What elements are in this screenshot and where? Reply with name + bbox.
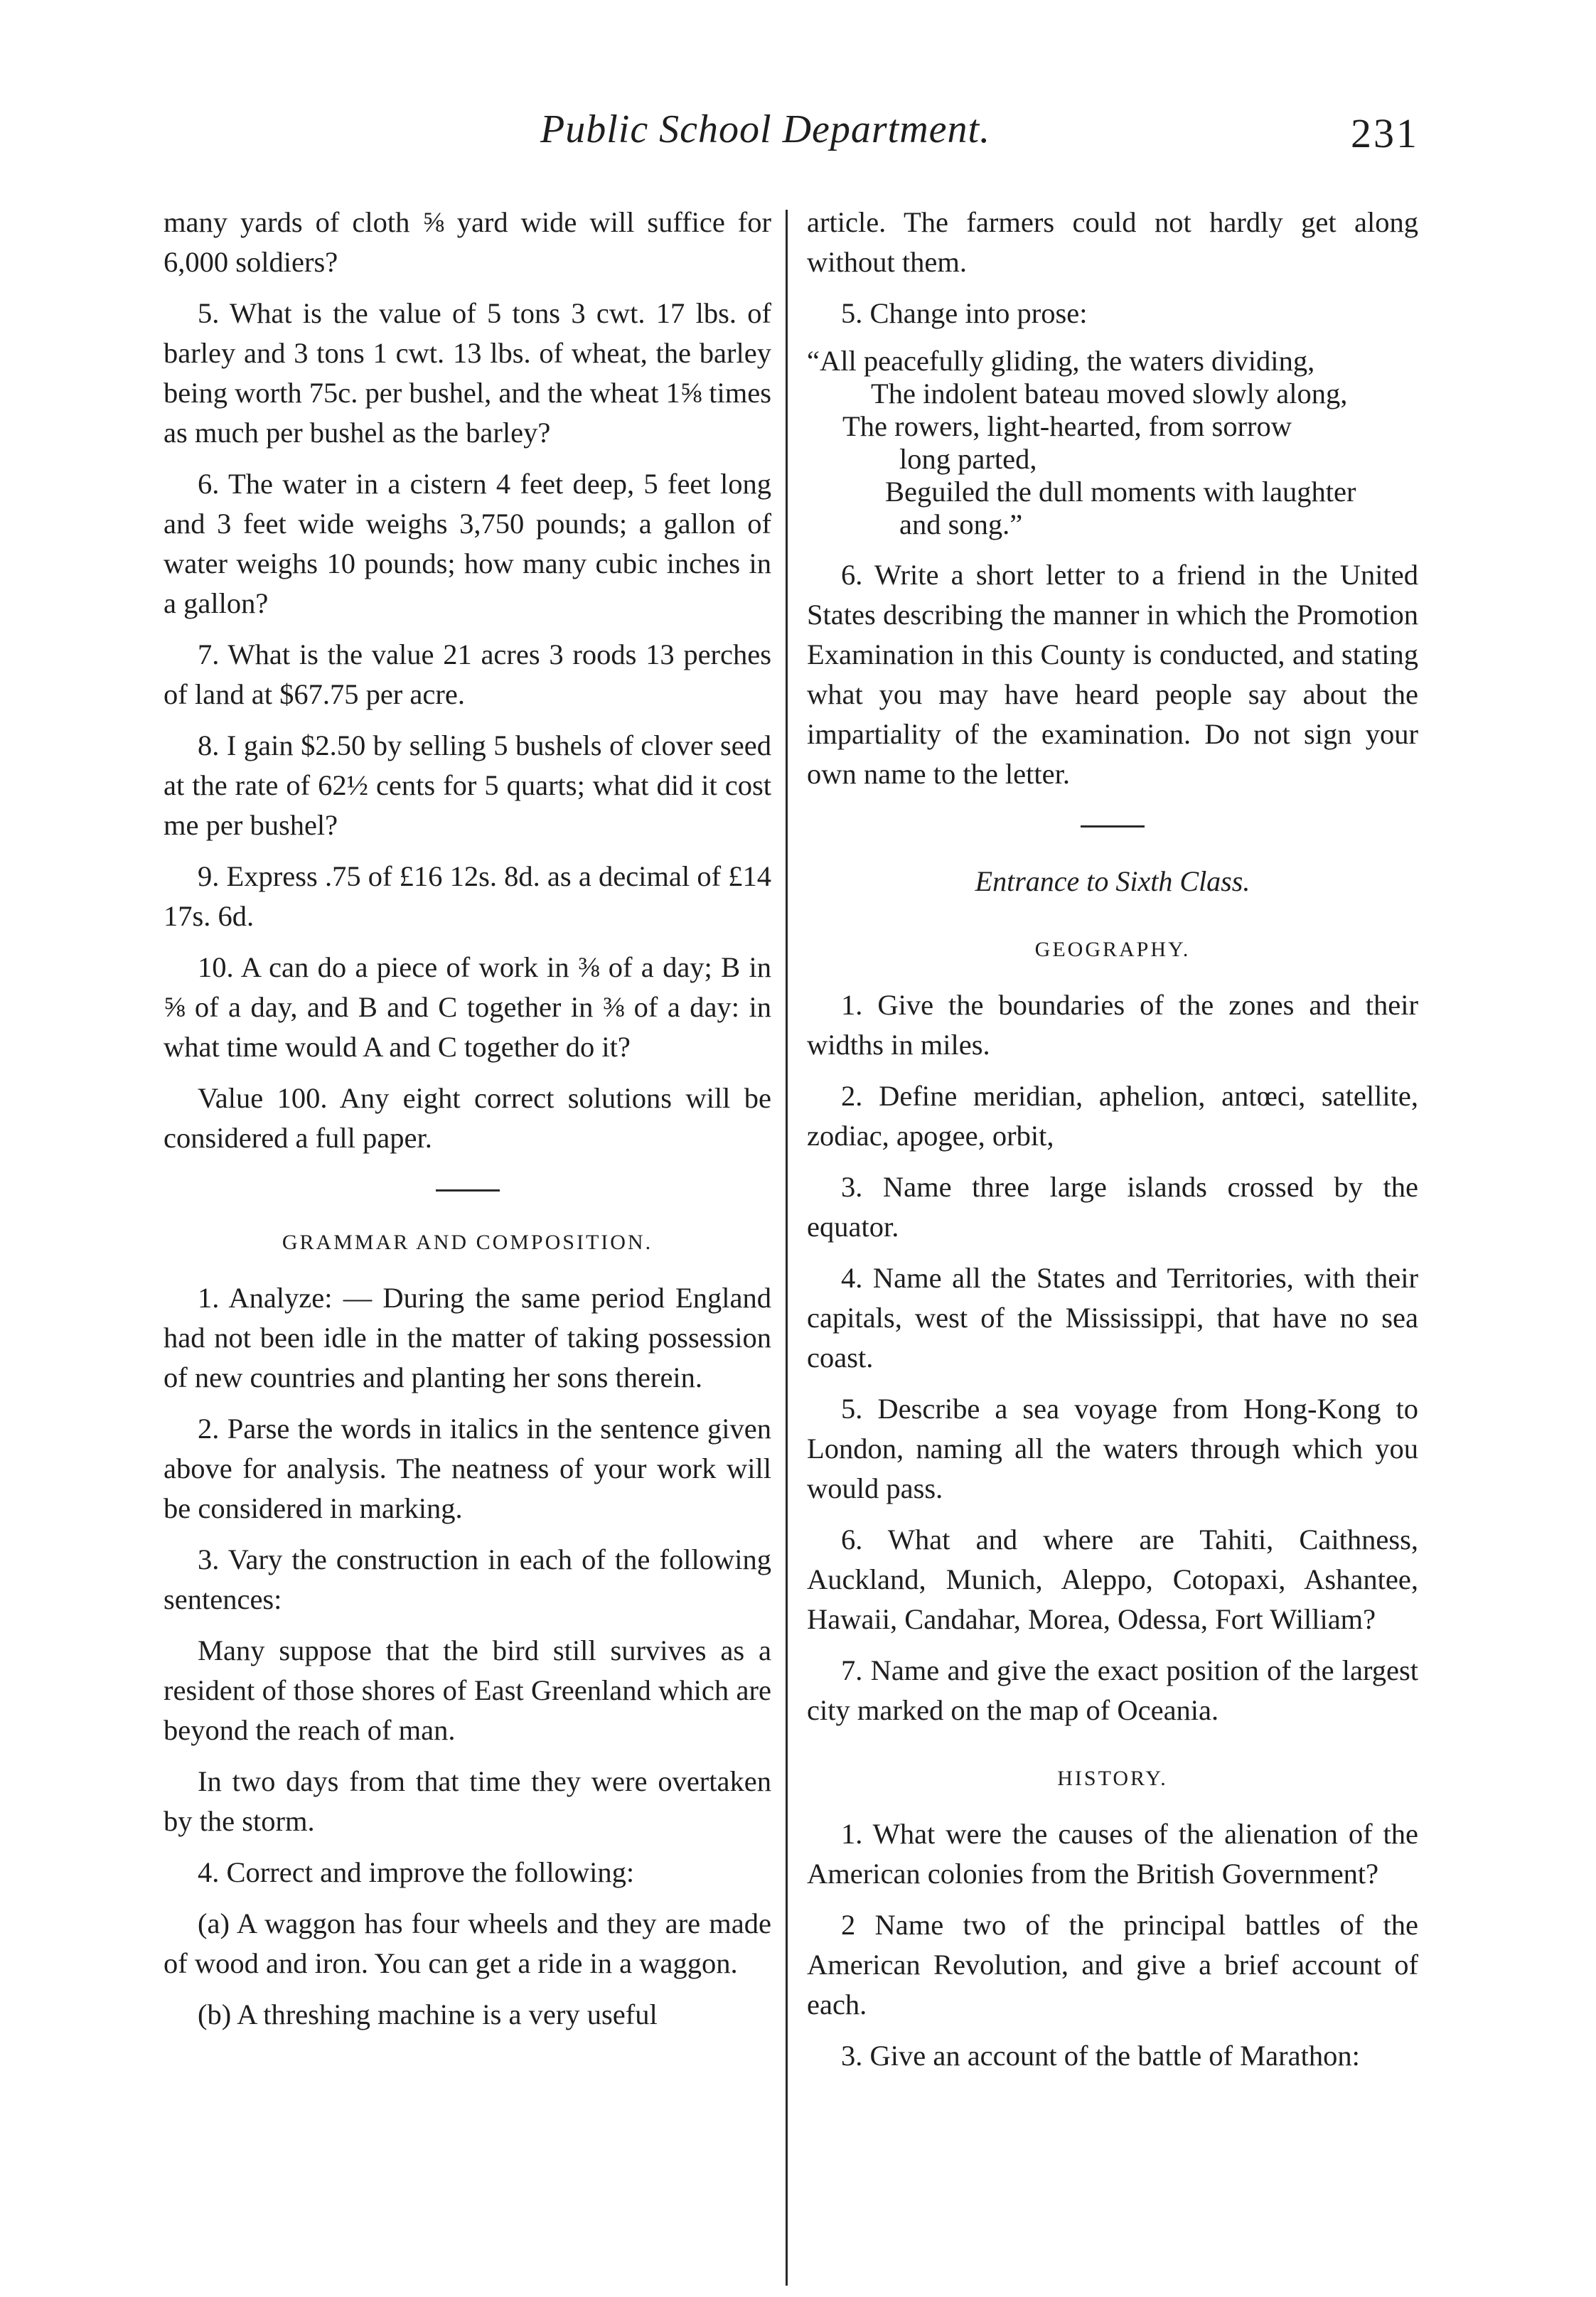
arithmetic-question-6: 6. The water in a cistern 4 feet deep, 5 feet long and 3 feet wide weighs 3,750 pounds; a gallon of water weighs 10 pounds; how many cubic inches in a gallon? xyxy=(164,468,771,619)
grammar-question-3: 3. Vary the construction in each of the following sentences: xyxy=(164,1543,771,1615)
history-question-3: 3. Give an account of the battle of Marathon: xyxy=(841,2040,1360,2072)
entrance-heading: Entrance to Sixth Class. xyxy=(975,865,1250,897)
geography-question-3: 3. Name three large islands crossed by the equator. xyxy=(807,1171,1418,1243)
grammar-heading: GRAMMAR AND COMPOSITION. xyxy=(282,1231,653,1254)
grammar-question-4b-continued: article. The farmers could not hardly get along without them. xyxy=(807,206,1418,278)
geography-question-2: 2. Define meridian, aphelion, antœci, satellite, zodiac, apogee, orbit, xyxy=(807,1080,1418,1152)
geography-heading: GEOGRAPHY. xyxy=(1034,938,1191,961)
arithmetic-question-9: 9. Express .75 of £16 12s. 8d. as a decimal of £14 17s. 6d. xyxy=(164,860,771,932)
geography-question-6: 6. What and where are Tahiti, Caithness, Auckland, Munich, Aleppo, Cotopaxi, Ashantee, Hawaii, Candahar, Morea, Odessa, Fort William? xyxy=(807,1524,1418,1635)
geography-question-1: 1. Give the boundaries of the zones and their widths in miles. xyxy=(807,989,1418,1061)
poem-block xyxy=(807,345,1418,541)
column-divider xyxy=(786,210,788,2286)
geography-question-7: 7. Name and give the exact position of the largest city marked on the map of Oceania. xyxy=(807,1654,1418,1726)
arithmetic-question-8: 8. I gain $2.50 by selling 5 bushels of clover seed at the rate of 62½ cents for 5 quarts; what did it cost me per bushel? xyxy=(164,729,771,841)
arithmetic-question-5: 5. What is the value of 5 tons 3 cwt. 17 lbs. of barley and 3 tons 1 cwt. 13 lbs. of wheat, the barley being worth 75c. per bushel, and the wheat 1⅝ times as much per bushel as the barley? xyxy=(164,297,771,449)
grammar-question-2: 2. Parse the words in italics in the sentence given above for analysis. The neatness of your work will be considered in marking. xyxy=(164,1413,771,1524)
grammar-question-1: 1. Analyze: — During the same period England had not been idle in the matter of taking possession of new countries and planting her sons therein. xyxy=(164,1282,771,1393)
poem-line: Beguiled the dull moments with laughter xyxy=(885,476,1356,508)
page-header xyxy=(0,107,1596,171)
left-column xyxy=(164,203,771,2046)
grammar-question-4: 4. Correct and improve the following: xyxy=(198,1856,635,1888)
grammar-question-4a: (a) A waggon has four wheels and they are made of wood and iron. You can get a ride in a waggon. xyxy=(164,1907,771,1979)
poem-line: and song.” xyxy=(899,508,1023,540)
history-heading: HISTORY. xyxy=(1057,1767,1168,1790)
grammar-sentence-a: Many suppose that the bird still survives as a resident of those shores of East Greenland which are beyond the reach of man. xyxy=(164,1634,771,1746)
arithmetic-value-note: Value 100. Any eight correct solutions will be considered a full paper. xyxy=(164,1082,771,1154)
geography-question-5: 5. Describe a sea voyage from Hong-Kong to London, naming all the waters through which you would pass. xyxy=(807,1393,1418,1504)
right-column xyxy=(807,203,1418,2087)
section-rule xyxy=(1081,825,1145,828)
poem-line: “All peacefully gliding, the waters dividing, xyxy=(807,345,1315,377)
section-rule xyxy=(436,1189,500,1192)
geography-question-4: 4. Name all the States and Territories, with their capitals, west of the Mississippi, that have no sea coast. xyxy=(807,1262,1418,1374)
poem-line: The rowers, light-hearted, from sorrow xyxy=(842,410,1292,442)
grammar-question-6: 6. Write a short letter to a friend in the United States describing the manner in which the Promotion Examination in this County is conducted, and stating what you may have heard people say about the impartiality of the examination. Do not sign your own name to the letter. xyxy=(807,559,1418,790)
poem-line: The indolent bateau moved slowly along, xyxy=(871,378,1348,409)
running-title: Public School Department. xyxy=(540,107,991,151)
history-question-2: 2 Name two of the principal battles of the American Revolution, and give a brief account of each. xyxy=(807,1909,1418,2020)
arithmetic-question-7: 7. What is the value 21 acres 3 roods 13 perches of land at $67.75 per acre. xyxy=(164,638,771,710)
grammar-question-4b: (b) A threshing machine is a very useful xyxy=(198,1998,658,2030)
arithmetic-question-4-continued: many yards of cloth ⅝ yard wide will suffice for 6,000 soldiers? xyxy=(164,206,771,278)
page-number: 231 xyxy=(1351,110,1419,156)
grammar-sentence-b: In two days from that time they were overtaken by the storm. xyxy=(164,1765,771,1837)
grammar-question-5: 5. Change into prose: xyxy=(841,297,1088,329)
arithmetic-question-10: 10. A can do a piece of work in ⅜ of a day; B in ⅝ of a day, and B and C together in ⅜ of a day: in what time would A and C together do it? xyxy=(164,951,771,1063)
history-question-1: 1. What were the causes of the alienation of the American colonies from the British Government? xyxy=(807,1818,1418,1890)
poem-line: long parted, xyxy=(899,443,1037,475)
